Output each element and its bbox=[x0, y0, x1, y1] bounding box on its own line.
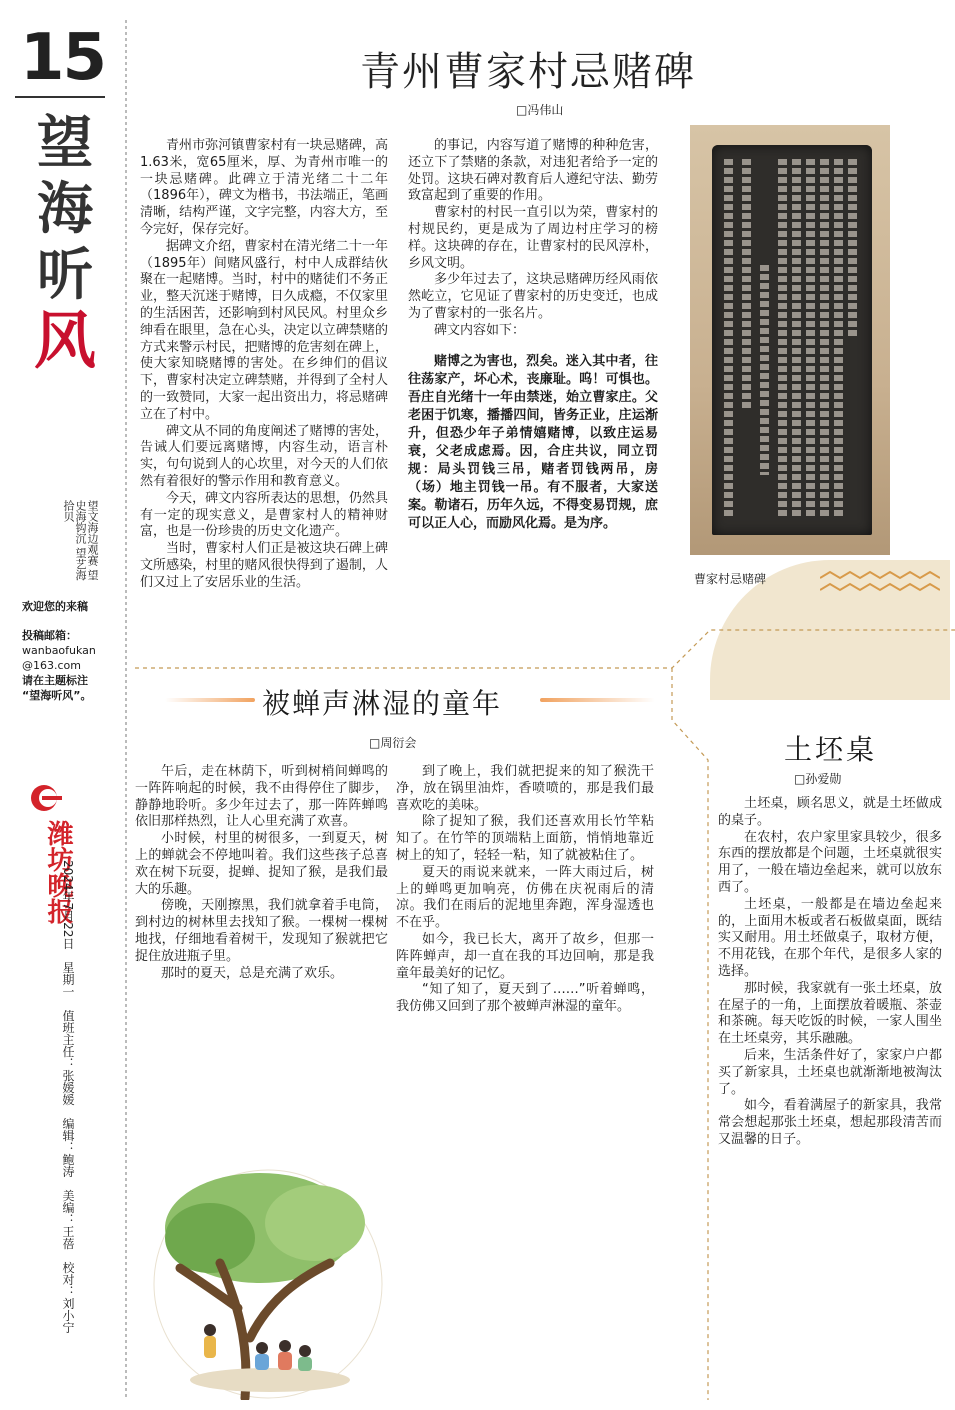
title-decoration bbox=[540, 698, 655, 702]
paragraph: 如今，看着满屋子的新家具，我常常会想起那张土坯桌，想起那段清苦而又温馨的日子。 bbox=[718, 1098, 942, 1147]
paragraph: 除了捉知了猴，我们还喜欢用长竹竿粘知了。在竹竿的顶端粘上面筋，悄悄地靠近树上的知了，轻轻一粘，知了就被粘住了。 bbox=[396, 814, 654, 863]
paragraph: 青州市弥河镇曹家村有一块忌赌碑，高1.63米，宽65厘米，厚、为青州市唯一的一块忌赌碑。此碑立于清光绪二十二年（1896年），碑文为楷书，书法端正，笔画清晰，结构严谨，文字完整，内容大方，至今完好，保存完好。 bbox=[140, 138, 388, 237]
photo-caption: 曹家村忌赌碑 bbox=[694, 572, 767, 586]
paragraph: 小时候，村里的树很多，一到夏天，树上的蝉就会不停地叫着。我们这些孩子总喜欢在树下玩耍，捉蝉、捉知了猴，是我们最大的乐趣。 bbox=[135, 831, 388, 897]
paragraph: 多少年过去了，这块忌赌碑历经风雨依然屹立，它见证了曹家村的历史变迁，也成为了曹家村的一张名片。 bbox=[408, 272, 658, 321]
article-title: 土坯桌 bbox=[784, 733, 878, 766]
article-column bbox=[718, 796, 942, 1400]
paragraph: 那时候，我家就有一张土坯桌，放在屋子的一角，上面摆放着暖瓶、茶壶和茶碗。每天吃饭的时候，一家人围坐在土坯桌旁，其乐融融。 bbox=[718, 980, 942, 1047]
paragraph: 的事记，内容写道了赌博的种种危害，还立下了禁赌的条款，对违犯者给予一定的处罚。这块石碑对教育后人遵纪守法、勤劳致富起到了重要的作用。 bbox=[408, 138, 658, 204]
paragraph: “知了知了，夏天到了……”听着蝉鸣，我仿佛又回到了那个被蝉声淋湿的童年。 bbox=[396, 982, 654, 1015]
column-name-char: 望 bbox=[37, 110, 93, 176]
article-column bbox=[408, 138, 658, 656]
stele-photo bbox=[690, 125, 890, 555]
paragraph: 碑文从不同的角度阐述了赌博的害处，告诫人们要远离赌博，内容生动，语言朴实，句句说到人的心坎里，对今天的人们依然有着很好的警示作用和教育意义。 bbox=[140, 423, 388, 489]
article-author: □孙爱勋 bbox=[794, 772, 842, 786]
zigzag-decoration-icon bbox=[820, 570, 940, 596]
article-author: □冯伟山 bbox=[516, 103, 564, 117]
article-title: 青州曹家村忌赌碑 bbox=[360, 50, 696, 94]
stele-stone bbox=[712, 145, 872, 535]
article-column bbox=[140, 138, 388, 658]
paragraph: 傍晚，天刚擦黑，我们就拿着手电筒，到村边的树林里去找知了猴。一棵树一棵树地找，仔细地看着树干，发现知了猴就把它捉住放进瓶子里。 bbox=[135, 898, 388, 964]
subject-note: 请在主题标注 bbox=[22, 674, 88, 687]
paragraph: 夏天的雨说来就来，一阵大雨过后，树上的蝉鸣更加响亮，仿佛在庆祝雨后的清凉。我们在雨后的泥地里奔跑，浑身湿透也不在乎。 bbox=[396, 864, 654, 931]
paragraph: 到了晚上，我们就把捉来的知了猴洗干净，放在锅里油炸，香喷喷的，那是我们最喜欢吃的美味。 bbox=[396, 764, 654, 813]
newspaper-name: 潍坊晚报 bbox=[43, 820, 73, 924]
paragraph: 碑文内容如下： bbox=[434, 322, 526, 338]
article-author: □周衍会 bbox=[369, 736, 417, 750]
mailbox-domain[interactable]: @163.com bbox=[22, 659, 81, 672]
column-name-char: 风 bbox=[33, 304, 96, 377]
column-name bbox=[30, 110, 100, 377]
article-column bbox=[396, 764, 654, 1404]
mailbox-user[interactable]: wanbaofukan bbox=[22, 644, 96, 657]
tree-children-illustration bbox=[150, 1168, 386, 1400]
paragraph: 那时的夏天，总是充满了欢乐。 bbox=[161, 965, 344, 981]
newspaper-logo-icon bbox=[28, 780, 64, 816]
title-decoration bbox=[165, 698, 255, 702]
paragraph: 后来，生活条件好了，家家户户都买了新家具，土坯桌也就渐渐地被淘汰了。 bbox=[718, 1047, 942, 1097]
paragraph: 如今，我已长大，离开了故乡，但那一阵阵蝉声，却一直在我的耳边回响，那是我童年最美好的记忆。 bbox=[396, 931, 654, 981]
welcome-text: 欢迎您的来稿 bbox=[22, 600, 88, 613]
column-slogan: 望文海边观赛 望史海钩沉 望艺海拾贝 bbox=[62, 500, 99, 581]
column-name-char: 听 bbox=[37, 242, 93, 308]
paragraph: 当时，曹家村人们正是被这块石碑上碑文所感染，村里的赌风很快得到了遏制，人们又过上了安居乐业的生活。 bbox=[140, 541, 388, 590]
paragraph: 在农村，农户家里家具较少，很多东西的摆放都是个问题，土坯桌就很实用了，一般在墙边垒起来，就可以放东西了。 bbox=[718, 829, 942, 895]
article-title: 被蝉声淋湿的童年 bbox=[262, 687, 503, 720]
paragraph: 土坯桌，一般都是在墙边垒起来的，上面用木板或者石板做桌面，既结实又耐用。用土坯做桌子，取材方便，不用花钱，在那个年代，是很多人家的选择。 bbox=[718, 896, 942, 979]
subject-note: “望海听风”。 bbox=[22, 689, 92, 702]
page-number-rule bbox=[15, 96, 105, 98]
paragraph: 曹家村的村民一直引以为荣，曹家村的村规民约，更是成为了周边村庄学习的榜样。这块碑的存在，让曹家村的民风淳朴，乡风文明。 bbox=[408, 205, 658, 271]
issue-credits: 2024年7月22日 星期一 值班主任：张媛媛 编辑：鲍涛 美编：王蓓 校对：刘小宁 bbox=[61, 860, 75, 1334]
paragraph: 据碑文介绍，曹家村在清光绪二十一年（1895年）间赌风盛行，村中人成群结伙聚在一起赌博。当时，村中的赌徒们不务正业，整天沉迷于赌博，日久成瘾，不仅家里的生活困苦，还影响到村风民风。村里众乡绅看在眼里，急在心头，决定以立碑禁赌的方式来警示村民，把赌博的危害刻在碑上，使大家知晓赌博的害处。在乡绅们的倡议下，曹家村决定立碑禁赌，并得到了全村人的一致赞同，大家一起出资出力，将忌赌碑立在了村中。 bbox=[140, 238, 388, 422]
stele-inscription: 赌博之为害也，烈矣。迷入其中者，往往荡家产，坏心术，丧廉耻。呜！可惧也。吾庄自光绪十一年由禁迷，始立曹家庄。父老困于饥寒，播播四间，皆务正业，庄运渐升，但恐少年子弟情嬉赌博，以致庄运易衰，父老成虑焉。因，合庄共议，同立罚规：局头罚钱三吊，赌者罚钱两吊，房（场）地主罚钱一吊。有不服者，大家送案。勒诸石，历年久远，不得变易罚规，庶可以正人心，而励风化焉。是为序。 bbox=[408, 353, 658, 531]
paragraph: 今天，碑文内容所表达的思想，仍然具有一定的现实意义，是曹家村人的精神财富，也是一份珍贵的历史文化遗产。 bbox=[140, 490, 388, 540]
paragraph: 午后，走在林荫下，听到树梢间蝉鸣的一阵阵响起的时候，我不由得停住了脚步，静静地聆听。多少年过去了，那一阵阵蝉鸣依旧那样热烈，让人心里充满了欢喜。 bbox=[135, 764, 388, 830]
submission-info bbox=[22, 628, 112, 703]
mailbox-label: 投稿邮箱： bbox=[22, 629, 77, 642]
column-name-char: 海 bbox=[37, 176, 93, 242]
page-number: 15 bbox=[20, 21, 106, 95]
paragraph: 土坯桌，顾名思义，就是土坯做成的桌子。 bbox=[718, 796, 942, 828]
